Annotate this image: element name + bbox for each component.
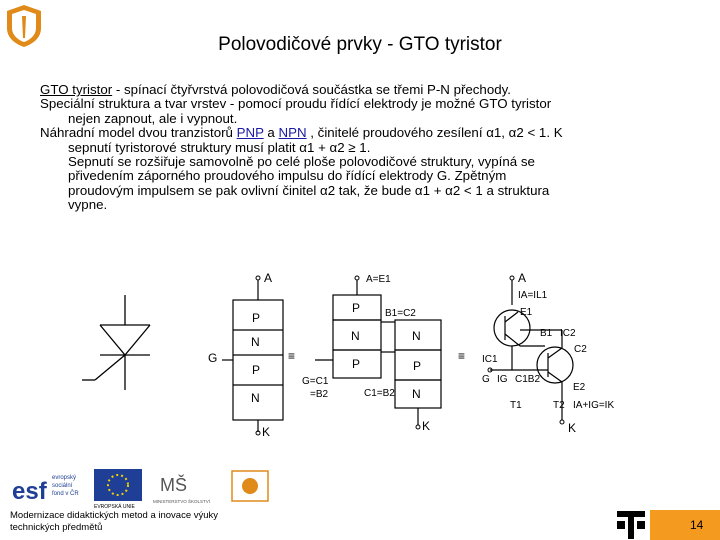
split-structure (315, 280, 441, 425)
svg-text:fond v ČR: fond v ČR (52, 491, 79, 497)
body-text (40, 83, 700, 213)
label-t1: T1 (510, 400, 522, 411)
layer-n1: N (251, 335, 260, 349)
label-b1: B1 (540, 328, 553, 339)
label-ic2: IC2 (560, 328, 576, 339)
text-line-4a: Náhradní model dvou tranzistorů (40, 125, 237, 141)
eu-flag-logo-icon (94, 469, 142, 509)
label-g: G (208, 351, 218, 365)
svg-text:sociální: sociální (52, 483, 73, 489)
text-line-5: sepnutí tyristorové struktury musí platit α1 + α2 ≥ 1. (68, 139, 371, 155)
pnp-link[interactable]: PNP (236, 125, 264, 141)
footer-accent-bar (650, 510, 720, 540)
svg-text:MINISTERSTVO ŠKOLSTVÍ: MINISTERSTVO ŠKOLSTVÍ (153, 499, 211, 504)
footer-line-1: Modernizace didaktických metod a inovace výuky (10, 510, 219, 521)
equiv-sign-2: ≡ (458, 349, 466, 363)
footer-text (10, 510, 270, 534)
university-mark-icon (617, 511, 645, 539)
label-b1-c2: B1=C2 (385, 308, 416, 319)
svg-text:MŠ: MŠ (160, 475, 187, 495)
esf-logo-icon (10, 467, 82, 507)
label-ic1: IC1 (482, 354, 498, 365)
svg-text:EVROPSKÁ UNIE: EVROPSKÁ UNIE (94, 504, 135, 509)
split-p2: P (352, 357, 361, 371)
text-line-4c: , činitelé proudového zesílení α1, α2 < 1. K (306, 125, 563, 141)
layer-n2: N (251, 391, 260, 405)
label-b2: =B2 (310, 389, 329, 400)
label-e1: E1 (520, 307, 533, 318)
page-number: 14 (690, 518, 704, 532)
svg-text:evropský: evropský (52, 475, 77, 481)
label-k: K (262, 425, 271, 439)
label-a: A (264, 271, 273, 285)
text-line-1: - spínací čtyřvrstvá polovodičová součástka se třemi P-N přechody. (112, 82, 511, 97)
split-n3: N (412, 387, 421, 401)
gto-diagram (0, 260, 720, 440)
label-c1b2: C1B2 (515, 374, 541, 385)
page-title: Polovodičové prvky - GTO tyristor (218, 34, 502, 55)
gto-term: GTO tyristor (40, 82, 113, 97)
label-k-2: K (422, 419, 431, 433)
text-line-2: Speciální struktura a tvar vrstev - pomocí proudu řídící elektrody je možné GTO tyristor (40, 96, 552, 112)
label-e2: E2 (573, 382, 586, 393)
label-g-3: G (482, 374, 490, 385)
split-n1: N (351, 329, 360, 343)
label-t2: T2 (553, 400, 565, 411)
text-line-4b: a (263, 125, 279, 141)
label-c2: C2 (574, 344, 587, 355)
text-line-6: Sepnutí se rozšiřuje samovolně po celé ploše polovodičové struktury, vypíná se (68, 154, 535, 170)
layer-p2: P (252, 363, 261, 377)
label-k-3: K (568, 421, 577, 435)
split-p3: P (413, 359, 422, 373)
partner-logos (10, 467, 280, 509)
transistor-model (490, 280, 573, 420)
svg-text:esf: esf (12, 478, 47, 505)
split-p1: P (352, 301, 361, 315)
msmt-logo-icon (153, 474, 211, 504)
label-a-3: A (518, 271, 527, 285)
label-c1-b2: C1=B2 (364, 388, 395, 399)
text-line-3: nejen zapnout, ale i vypnout. (68, 110, 238, 126)
text-line-9: vypne. (68, 197, 108, 213)
label-a-e1: A=E1 (366, 274, 391, 285)
label-ia-il1: IA=IL1 (518, 290, 548, 301)
four-layer-structure (222, 280, 283, 432)
footer-line-2: technických předmětů (10, 522, 103, 533)
label-formula: IA+IG=IK (573, 400, 615, 411)
layer-p1: P (252, 311, 261, 325)
npn-link[interactable]: NPN (278, 125, 307, 141)
thyristor-symbol-icon (82, 295, 150, 390)
text-line-8: proudovým impulsem se pak ovlivní činitel α2 tak, že bude α1 + α2 < 1 a struktura (68, 182, 550, 198)
op-vk-logo-icon (232, 471, 268, 501)
split-n2: N (412, 329, 421, 343)
equiv-sign-1: ≡ (288, 349, 296, 363)
label-g-c1: G=C1 (302, 376, 329, 387)
label-ig: IG (497, 374, 508, 385)
text-line-7: přivedením záporného proudového impulsu do řídící elektrody G. Zpětným (68, 168, 507, 184)
